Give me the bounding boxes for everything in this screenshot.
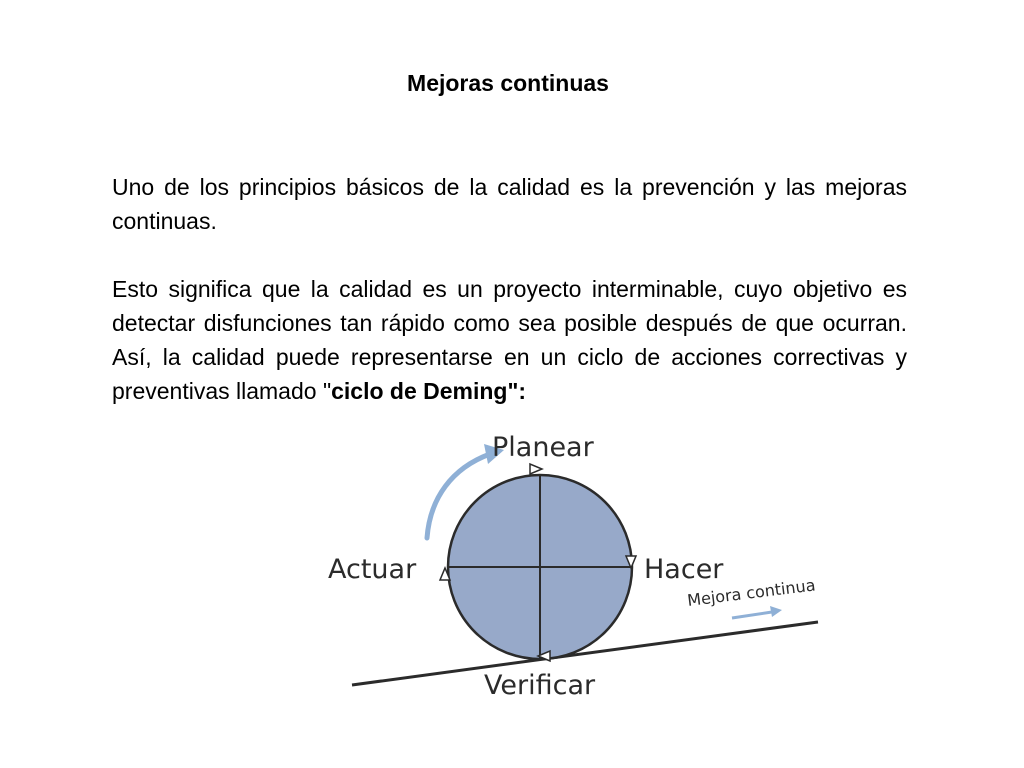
deming-paragraph	[112, 272, 907, 408]
slide-title: Mejoras continuas	[407, 70, 609, 96]
label-verificar: Verificar	[484, 670, 596, 701]
intro-text: Uno de los principios básicos de la calidad es la prevención y las mejoras continuas.	[112, 174, 907, 234]
top-arrow-marker	[530, 464, 542, 474]
deming-paragraph-text: Esto significa que la calidad es un proyecto interminable, cuyo objetivo es detectar disfunciones tan rápido como sea posible después de que ocurran. Así, la calidad puede representarse en un ciclo de acciones correctivas y preventivas llamado "	[112, 276, 907, 404]
improvement-arrowhead	[770, 606, 782, 617]
label-actuar: Actuar	[328, 554, 417, 585]
label-mejora-continua: Mejora continua	[686, 575, 817, 610]
label-hacer: Hacer	[644, 554, 724, 585]
label-planear: Planear	[492, 432, 594, 463]
intro-paragraph	[112, 170, 907, 238]
deming-cycle-svg	[292, 420, 848, 710]
deming-cycle-term: ciclo de Deming":	[331, 378, 527, 404]
improvement-arrow	[732, 612, 772, 618]
deming-cycle-diagram	[292, 420, 848, 710]
